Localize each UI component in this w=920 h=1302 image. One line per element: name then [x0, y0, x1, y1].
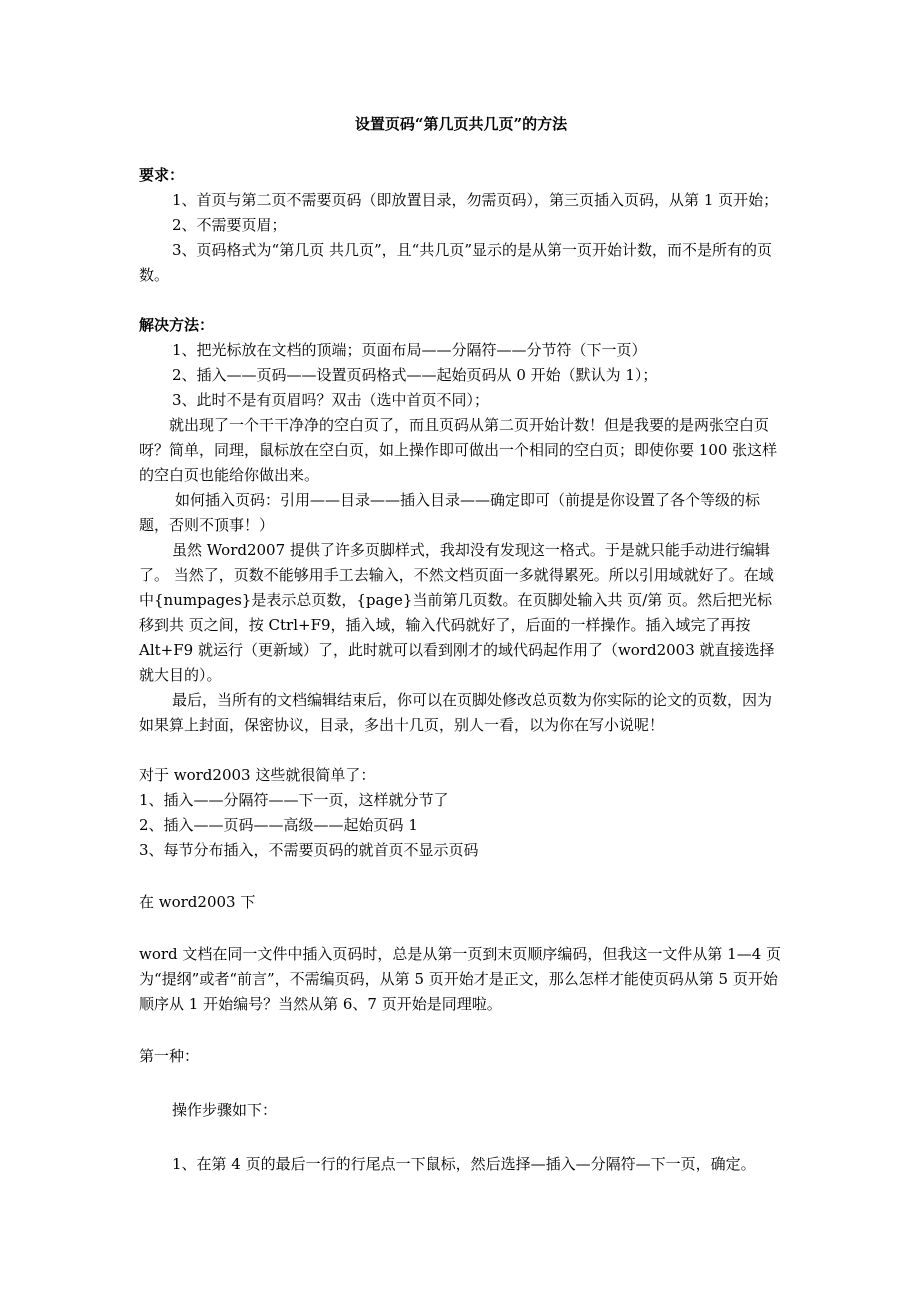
- solution-step-3: 3、此时不是有页眉吗？双击（选中首页不同）；: [172, 391, 490, 409]
- solution-paragraph-field-codes: 虽然 Word2007 提供了许多页脚样式，我却没有发现这一格式。于是就只能手动进行编辑了。 当然了，页数不能够用手工去输入，不然文档页面一多就得累死。所以引用域就好了。在域中{numpages}是表示总页数，{page}当前第几页数。在页脚处输入共 页/第 页。然后把光标移到共 页之间，按 Ctrl+F9，插入域，输入代码就好了，后面的一样操作。插入域完了再按 Alt+F9 就运行（更新域）了，此时就可以看到刚才的域代码起作用了（word2003 就直接选择就大目的）。: [139, 541, 775, 684]
- requirement-item-3: 3、页码格式为“第几页 共几页”，且“共几页”显示的是从第一页开始计数，而不是所有的页数。: [139, 241, 772, 284]
- solution-paragraph-final-note: 最后，当所有的文档编辑结束后，你可以在页脚处修改总页数为你实际的论文的页数，因为如果算上封面，保密协议，目录，多出十几页，别人一看，以为你在写小说呢！: [139, 691, 773, 734]
- document-body: [139, 112, 783, 1177]
- first-method-label: 第一种：: [139, 1047, 200, 1065]
- word2003-under: 在 word2003 下: [139, 893, 256, 911]
- word2003-item-1: 1、插入——分隔符——下一页，这样就分节了: [139, 791, 449, 809]
- requirement-item-1: 1、首页与第二页不需要页码（即放置目录，勿需页码），第三页插入页码，从第 1 页开始；: [172, 191, 779, 209]
- word2003-item-3: 3、每节分布插入，不需要页码的就首页不显示页码: [139, 841, 479, 859]
- requirement-item-2: 2、不需要页眉；: [172, 216, 287, 234]
- solution-heading: 解决方法：: [139, 316, 215, 334]
- solution-step-1: 1、把光标放在文档的顶端；页面布局——分隔符——分节符（下一页）: [172, 341, 647, 359]
- solution-step-2: 2、插入——页码——设置页码格式——起始页码从 0 开始（默认为 1）；: [172, 366, 658, 384]
- word2003-intro: 对于 word2003 这些就很简单了：: [139, 766, 376, 784]
- requirements-heading: 要求：: [139, 166, 185, 184]
- document-title: 设置页码“第几页共几页”的方法: [354, 115, 568, 133]
- steps-intro: 操作步骤如下：: [172, 1101, 278, 1119]
- word2003-item-2: 2、插入——页码——高级——起始页码 1: [139, 816, 418, 834]
- step-1: 1、在第 4 页的最后一行的行尾点一下鼠标，然后选择—插入—分隔符—下一页，确定。: [172, 1155, 756, 1173]
- solution-paragraph-blank-page: 就出现了一个干干净净的空白页了，而且页码从第二页开始计数！但是我要的是两张空白页呀？简单，同理，鼠标放在空白页，如上操作即可做出一个相同的空白页；即使你要 100 张这样的空白页也能给你做出来。: [139, 416, 778, 484]
- word2003-question: word 文档在同一文件中插入页码时，总是从第一页到末页顺序编码，但我这一文件从第 1—4 页为“提纲”或者“前言”，不需编页码，从第 5 页开始才是正文，那么怎样才能使页码从第 5 页开始顺序从 1 开始编号？当然从第 6、7 页开始是同理啦。: [139, 945, 782, 1013]
- solution-paragraph-insert-toc: 如何插入页码：引用——目录——插入目录——确定即可（前提是你设置了各个等级的标题，否则不顶事！）: [139, 491, 761, 534]
